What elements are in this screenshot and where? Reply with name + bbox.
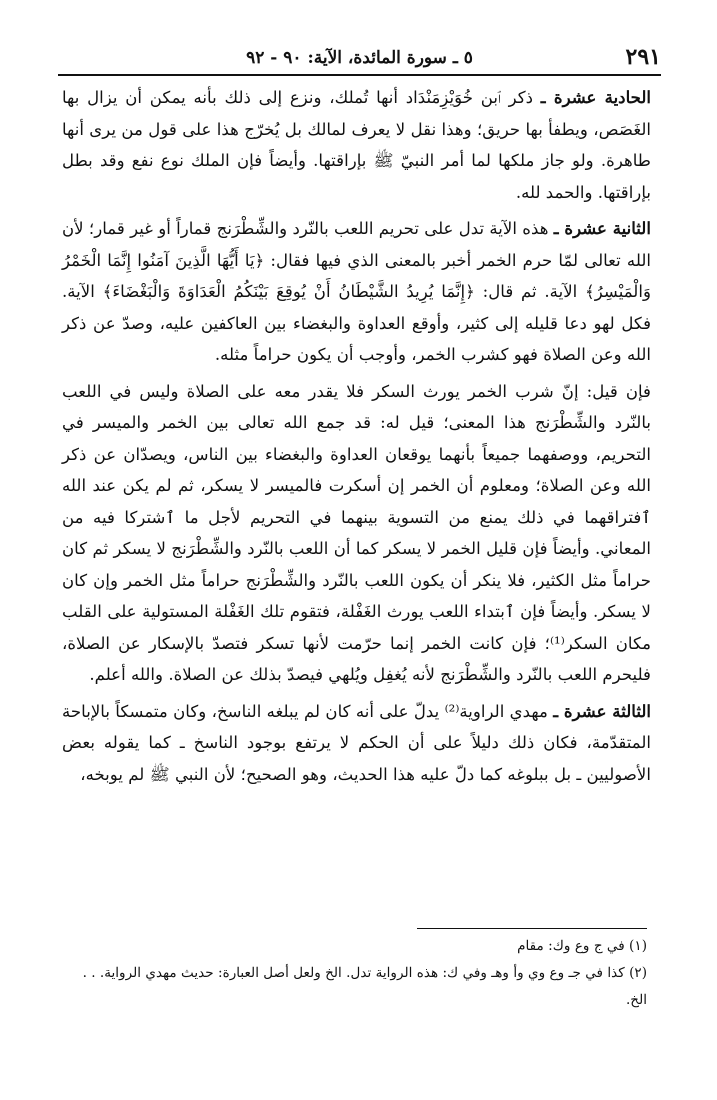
footnotes (58, 928, 647, 1014)
footnote-2: (٢) كذا في جـ وع وي وأ وهـ وفي ك: هذه الرواية تدل. الخ ولعل أصل العبارة: حديث مهدي الرواية. . . الخ. (82, 965, 647, 1008)
ruling-heading: الثانية عشرة ـ (553, 218, 651, 238)
page-header (58, 42, 661, 76)
paragraph-text: ذكر ٱبن خُوَيْزِمَنْدَاد أنها تُملك، ونزع إلى ذلك بأنه يمكن أن يزال بها الغَصَص، ويطفأ بها حريق؛ وهذا نقل لا يعرف لمالك بل يُخرّج هذا على قول من يرى أنها طاهرة. ولو جاز ملكها لما أمر النبيّ ﷺ بإراقتها. وأيضاً فإن الملك نوع نفع وقد بطل بإراقتها. والحمد لله. (62, 88, 651, 202)
paragraph-ruling-11 (62, 82, 651, 208)
footnote-1: (١) في ج وع وك: مقام (517, 938, 647, 954)
paragraph-ruling-12 (62, 213, 651, 371)
page-number: ٢٩١ (625, 44, 661, 70)
footnote-divider (417, 928, 647, 929)
paragraph-ruling-13 (62, 696, 651, 791)
header-divider (58, 74, 661, 76)
ruling-heading: الثالثة عشرة ـ (553, 700, 651, 721)
paragraph-text: فإن قيل: إنّ شرب الخمر يورث السكر فلا يقدر معه على الصلاة وليس في اللعب بالنّرد والشِّطْرَنج هذا المعنى؛ قيل له: قد جمع الله تعالى بين الخمر والميسر في التحريم، ووصفهما جميعاً بأنهما يوقعان العداوة والبغضاء بين الناس، ويصدّان عن ذكر الله وعن الصلاة؛ ومعلوم أن الخمر إن أسكرت فالميسر لا يسكر، ثم لم يكن عند الله ٱفتراقهما في ذلك يمنع من التسوية بينهما في التحريم لأجل ما ٱشتركا فيه من المعاني. وأيضاً فإن قليل الخمر لا يسكر كما أن اللعب بالنّرد والشِّطْرَنج لا يسكر ثم كان حراماً مثل الكثير، فلا ينكر أن يكون اللعب بالنّرد والشِّطْرَنج حراماً مثل الخمر وإن كان لا يسكر. وأيضاً فإن ٱبتداء اللعب يورث الغَفْلة، فتقوم تلك الغَفْلة المستولية على القلب مكان السكر⁽¹⁾؛ فإن كانت الخمر إنما حرّمت لأنها تسكر فتصدّ بالإسكار عن الصلاة، فليحرم اللعب بالنّرد والشِّطْرَنج لأنه يُغفِل ويُلهي فيصدّ بذلك عن الصلاة. والله أعلم. (62, 381, 651, 684)
main-text (62, 82, 651, 795)
ruling-heading: الحادية عشرة ـ (540, 87, 652, 107)
paragraph-objection (62, 376, 651, 691)
paragraph-text: مهدي الراوية⁽²⁾ يدلّ على أنه كان لم يبلغه الناسخ، وكان متمسكاً بالإباحة المتقدّمة، فكان ذلك دليلاً على أن الحكم لا يرتفع بوجود الناسخ ـ كما يقوله بعض الأصوليين ـ بل ببلوغه كما دلّ عليه هذا الحديث، وهو الصحيح؛ لأن النبي ﷺ لم يوبخه، (62, 701, 651, 784)
running-title: ٥ ـ سورة المائدة، الآية: ٩٠ - ٩٢ (246, 48, 473, 68)
paragraph-text: هذه الآية تدل على تحريم اللعب بالنّرد والشِّطْرَنج قماراً أو غير قمار؛ لأن الله تعالى لمّا حرم الخمر أخبر بالمعنى الذي فيها فقال: ﴿يَا أَيُّهَا الَّذِينَ آمَنُوا إِنَّمَا الْخَمْرُ وَالْمَيْسِرُ﴾ الآية. ثم قال: ﴿إِنَّمَا يُرِيدُ الشَّيْطَانُ أَنْ يُوقِعَ بَيْنَكُمُ الْعَدَاوَةَ وَالْبَغْضَاءَ﴾ الآية. فكل لهو دعا قليله إلى كثير، وأوقع العداوة والبغضاء بين العاكفين عليه، وصدّ عن ذكر الله وعن الصلاة فهو كشرب الخمر، وأوجب أن يكون حراماً مثله. (62, 219, 651, 364)
